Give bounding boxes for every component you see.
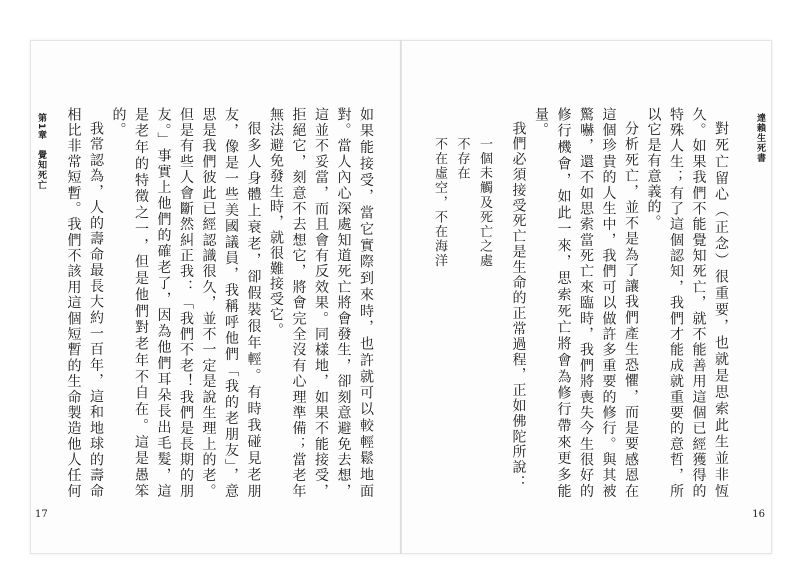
left-paragraph-1: 如果能接受，當它實際到來時，也許就可以較輕鬆地面對。當人內心深處知道死亡將會發生，卻刻意避免去想，這並不妥當，而且會有反效果。同樣地，如果不能接受，拒絕它，刻意不去想它，將會完全沒有心理準備；當老年無法避免發生時，就很難接受它。 xyxy=(268,107,374,499)
right-page-body xyxy=(432,107,732,499)
verse-line: 不存在 xyxy=(454,137,470,181)
left-page-body xyxy=(61,107,377,499)
verse-line: 不在虛空，不在海洋 xyxy=(432,137,447,269)
left-page xyxy=(30,40,401,554)
left-page-number: 17 xyxy=(35,509,48,520)
right-paragraph-2: 分析死亡，並不是為了讓我們產生恐懼，而是要感恩在這個珍貴的人生中，我們可以做許多重要的修行。與其被驚嚇，還不如思索當死亡來臨時，我們將喪失今生很好的修行機會，如此一來，思索死亡將會為修行帶來更多能量。 xyxy=(533,107,639,499)
running-title: 達賴生死書 xyxy=(755,113,765,163)
buddha-verse xyxy=(432,107,495,499)
right-paragraph-1: 對死亡留心（正念）很重要，也就是思索此生並非恆久。如果我們不能覺知死亡，就不能善用這個已經獲得的特殊人生；有了這個認知，我們才能成就重要的意哲，所以它是有意義的。 xyxy=(645,107,729,499)
right-paragraph-3: 我們必須接受死亡是生命的正常過程，正如佛陀所說： xyxy=(510,121,527,491)
chapter-label: 第1章 覺知死亡 xyxy=(36,113,46,191)
right-page-number: 16 xyxy=(752,509,765,520)
left-paragraph-3: 我常認為，人的壽命最長大約一百年，這和地球的壽命相比非常短暫。我們不該用這個短暫的生命製造他人任何 xyxy=(65,107,104,499)
verse-line: 一個未觸及死亡之處 xyxy=(477,137,492,269)
left-paragraph-2: 很多人身體上衰老，卻假裝很年輕。有時我碰見老朋友，像是一些美國議員，我稱呼他們「我的老朋友」，意思是我們彼此已經認識很久，並不一定是說生理上的老。但是有些人會斷然糾正我：「我們不老！我們是長期的朋友。」事實上他們的確老了，因為他們耳朵長出毛髮，這是老年的特徵之一，但是他們對老年不自在。這是愚笨的。 xyxy=(110,107,262,499)
right-page xyxy=(401,40,772,554)
